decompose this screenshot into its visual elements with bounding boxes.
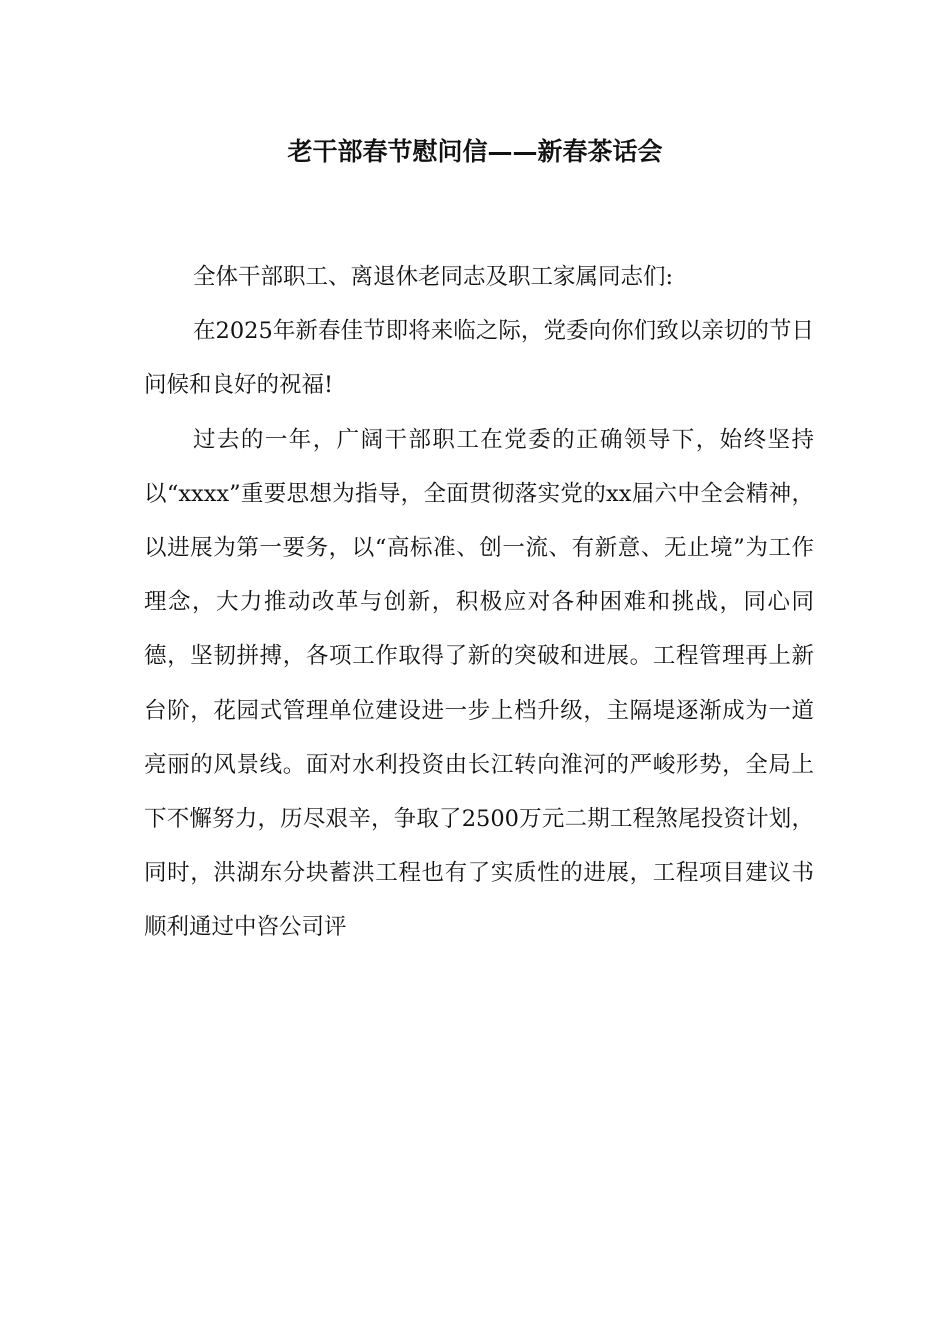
paragraph-greeting: 在2025年新春佳节即将来临之际，党委向你们致以亲切的节日问候和良好的祝福! — [144, 318, 814, 399]
document-body — [144, 250, 814, 955]
paragraph-review: 过去的一年，广阔干部职工在党委的正确领导下，始终坚持以“xxxx”重要思想为指导，全面贯彻落实党的xx届六中全会精神，以进展为第一要务，以“高标准、创一流、有新意、无止境”为工作理念，大力推动改革与创新，积极应对各种困难和挑战，同心同德，坚韧拼搏，各项工作取得了新的突破和进展。工程管理再上新台阶，花园式管理单位建设进一步上档升级，主隔堤逐渐成为一道亮丽的风景线。面对水利投资由长江转向淮河的严峻形势，全局上下不懈努力，历尽艰辛，争取了2500万元二期工程煞尾投资计划，同时，洪湖东分块蓄洪工程也有了实质性的进展，工程项目建议书顺利通过中咨公司评 — [144, 426, 814, 941]
salutation: 全体干部职工、离退休老同志及职工家属同志们: — [193, 264, 674, 290]
document-title: 老干部春节慰问信——新春茶话会 — [287, 137, 663, 166]
